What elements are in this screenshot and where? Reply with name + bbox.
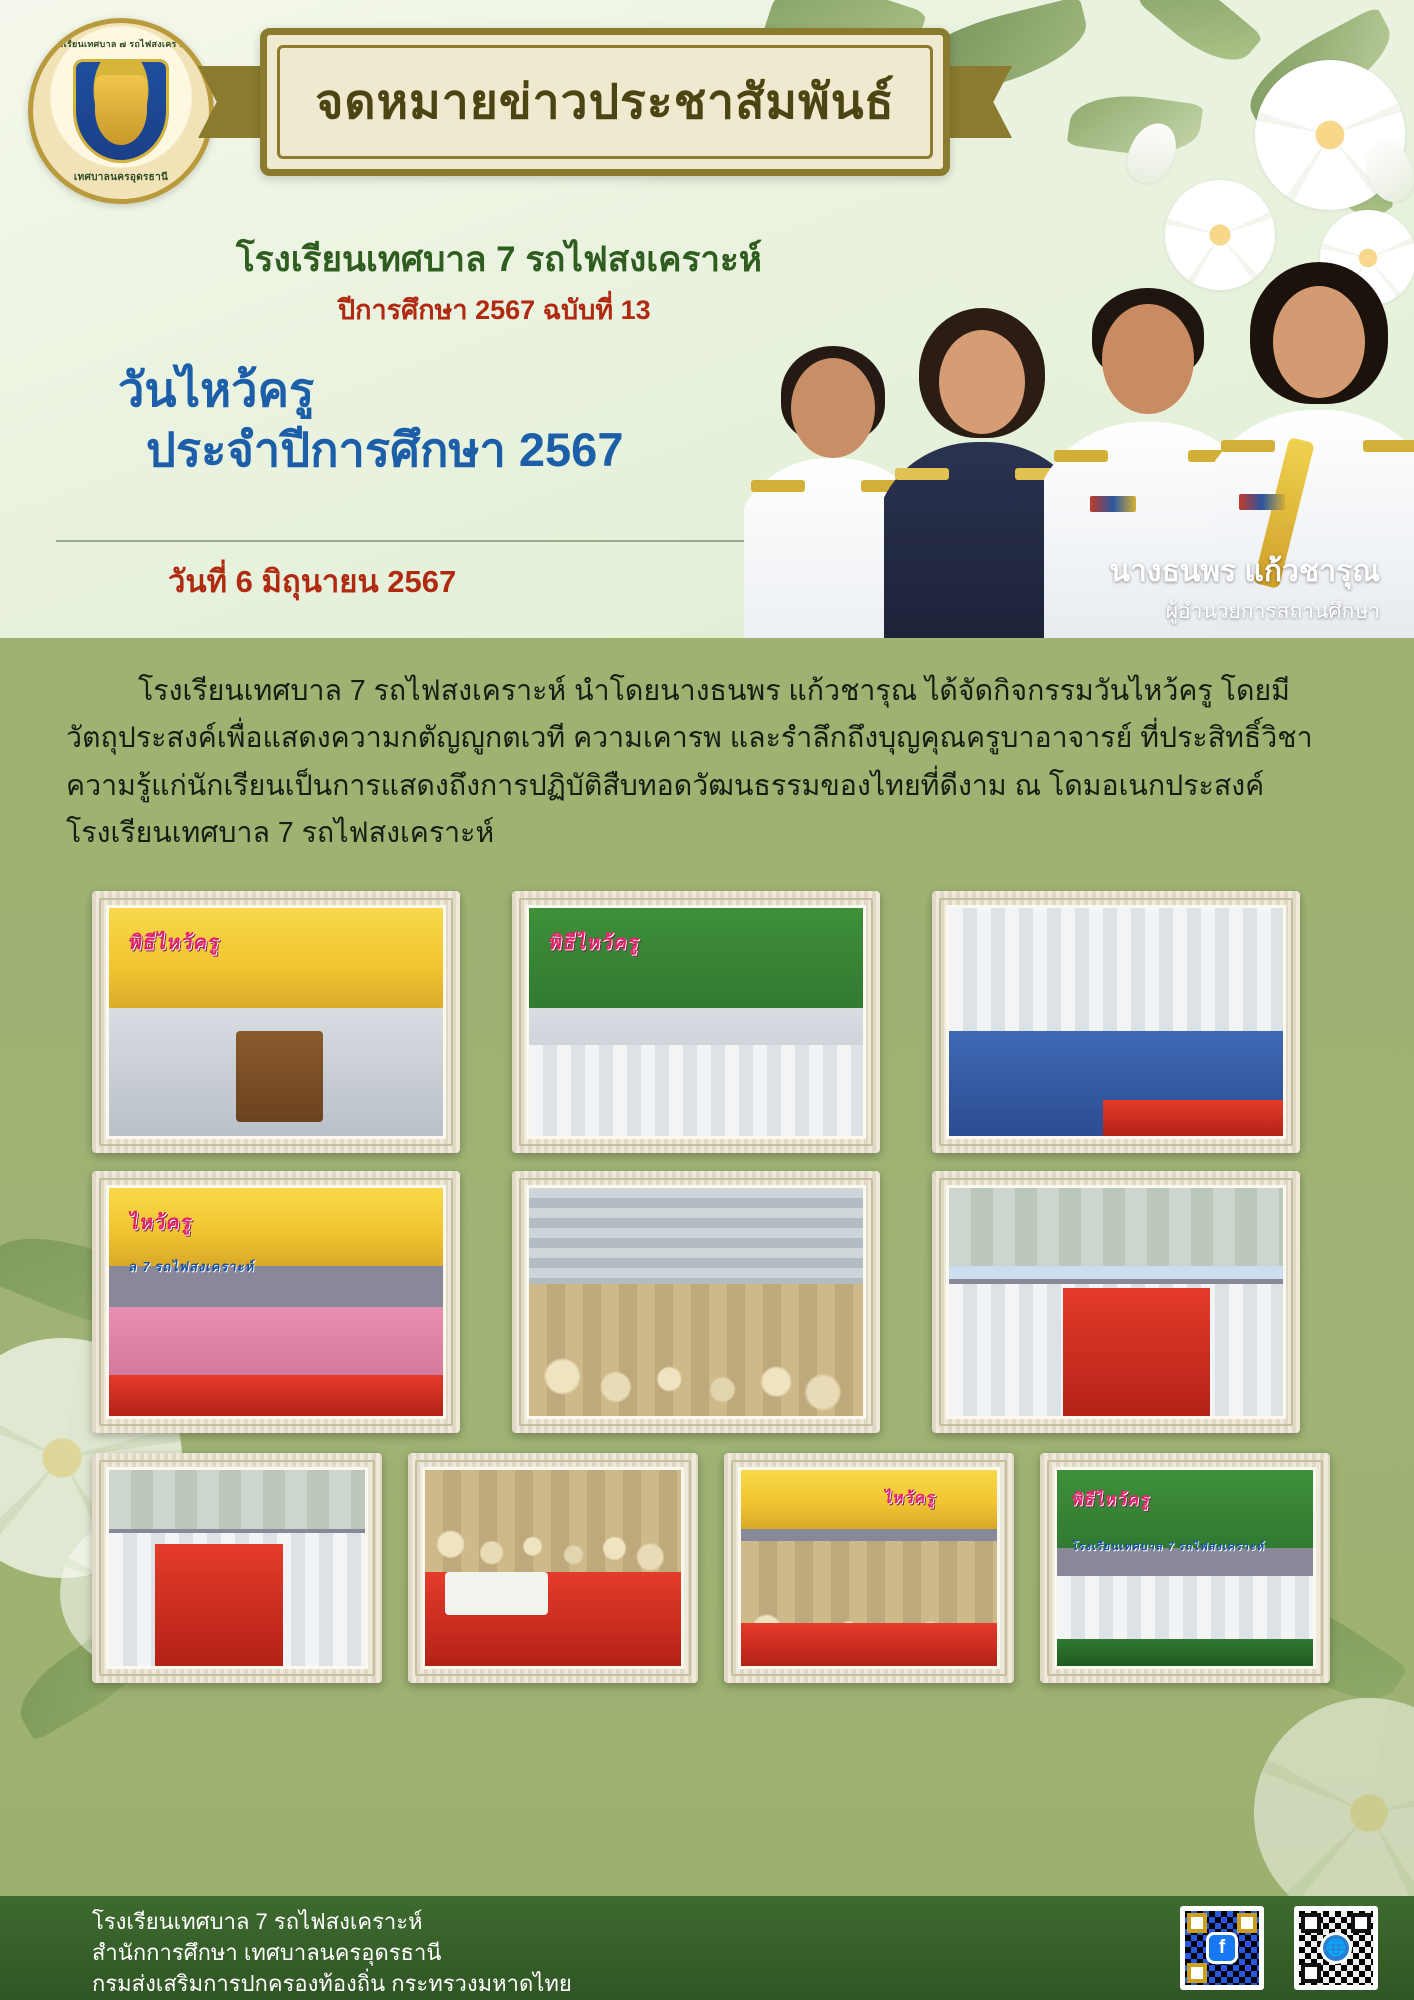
footer-line-3: กรมส่งเสริมการปกครองท้องถิ่น กระทรวงมหาดไทย xyxy=(92,1971,572,1997)
photo-frame[interactable] xyxy=(512,891,880,1153)
photo-teachers-applauding xyxy=(738,1467,1000,1669)
people-row xyxy=(425,1470,681,1576)
photo-red-carpet-procession xyxy=(946,1185,1286,1419)
photo-group-stage-kindergarten xyxy=(1054,1467,1316,1669)
qr-eye-icon xyxy=(1351,1913,1371,1933)
red-carpet xyxy=(1063,1288,1210,1416)
event-title-line2: ประจำปีการศึกษา 2567 xyxy=(146,423,624,477)
photo-frame[interactable] xyxy=(92,1171,460,1433)
qr-code-facebook[interactable] xyxy=(1180,1906,1264,1990)
photo-scene xyxy=(109,1188,443,1416)
director-caption xyxy=(1109,548,1380,628)
banner-text: ไหว้ครู xyxy=(127,1212,195,1235)
head-shape xyxy=(1273,286,1365,398)
issue-line: ปีการศึกษา 2567 ฉบับที่ 13 xyxy=(338,295,651,325)
photo-frame[interactable] xyxy=(92,891,460,1153)
photo-frame[interactable] xyxy=(932,1171,1300,1433)
photo-frame[interactable] xyxy=(1040,1453,1330,1683)
banner-text: พิธีไหว้ครู xyxy=(1071,1489,1153,1509)
photo-scene xyxy=(425,1470,681,1666)
ribbon-body xyxy=(260,28,950,176)
school-logo xyxy=(28,18,214,204)
people-row xyxy=(529,1045,863,1136)
qr-eye-icon xyxy=(1187,1913,1207,1933)
photo-red-carpet-students xyxy=(106,1467,368,1669)
qr-eye-icon xyxy=(1301,1913,1321,1933)
banner-subtext: โรงเรียนเทศบาล 7 รถไฟสงเคราะห์ xyxy=(1071,1540,1267,1553)
banner-text: ไหว้ครู xyxy=(883,1489,938,1507)
body-section xyxy=(0,638,1414,1896)
photo-frame[interactable] xyxy=(932,891,1300,1153)
qr-eye-icon xyxy=(1301,1963,1321,1983)
photo-podium-speech xyxy=(106,905,446,1139)
photo-award-presentation xyxy=(526,905,866,1139)
stage-banner xyxy=(529,908,863,1013)
photo-scene xyxy=(529,908,863,1136)
header-divider xyxy=(56,540,756,542)
table-shape xyxy=(445,1572,547,1615)
qr-code-website[interactable] xyxy=(1294,1906,1378,1990)
stage-skirt xyxy=(1057,1639,1313,1666)
podium-shape xyxy=(236,1031,323,1122)
photo-students-offering-flowers xyxy=(106,1185,446,1419)
banner-text: พิธีไหว้ครู xyxy=(127,932,222,955)
director-role: ผู้อำนวยการสถานศึกษา xyxy=(1165,600,1380,623)
leaf-icon xyxy=(1137,0,1264,78)
facebook-icon: f xyxy=(1209,1935,1235,1961)
footer-section xyxy=(0,1896,1414,2000)
title-ribbon xyxy=(260,28,950,176)
article-body: โรงเรียนเทศบาล 7 รถไฟสงเคราะห์ นำโดยนางธนพร แก้วชารุณ ได้จัดกิจกรรมวันไหว้ครู โดยมีวัตถุประสงค์เพื่อแสดงความกตัญญูกตเวที ความเคารพ และรำลึกถึงบุญคุณครูบาอาจารย์ ที่ประสิทธิ์วิชาความรู้แก่นักเรียนเป็นการแสดงถึงการปฏิบัติสืบทอดวัฒนธรรมของไทยที่ดีงาม ณ โดมอเนกประสงค์ โรงเรียนเทศบาล 7 รถไฟสงเคราะห์ xyxy=(66,675,1313,849)
photo-scene xyxy=(949,1188,1283,1416)
logo-ring-bottom-label: เทศบาลนครอุดรธานี xyxy=(73,172,169,183)
head-shape xyxy=(791,358,875,458)
photo-scene xyxy=(109,908,443,1136)
banner-subtext: ล 7 รถไฟสงเคราะห์ xyxy=(127,1259,257,1275)
building xyxy=(949,1188,1283,1266)
photo-scene xyxy=(109,1470,365,1666)
flower-icon xyxy=(1254,1698,1414,1896)
footer-address xyxy=(92,1906,572,2000)
photo-scene xyxy=(1057,1470,1313,1666)
red-mat xyxy=(1103,1100,1283,1136)
head-shape xyxy=(939,330,1025,434)
footer-line-1: โรงเรียนเทศบาล 7 รถไฟสงเคราะห์ xyxy=(92,1909,423,1934)
epaulet-icon xyxy=(1363,440,1414,452)
director-name: นางธนพร แก้วชารุณ xyxy=(1109,555,1380,588)
building xyxy=(109,1470,365,1529)
epaulet-icon xyxy=(895,468,949,480)
event-date: วันที่ 6 มิถุนายน 2567 xyxy=(168,564,457,599)
photo-scene xyxy=(741,1470,997,1666)
red-carpet xyxy=(155,1544,283,1666)
roof-structure xyxy=(529,1188,863,1284)
stage-banner xyxy=(741,1470,997,1529)
stage-banner xyxy=(109,908,443,1013)
people-crowd xyxy=(529,1284,863,1416)
footer-line-2: สำนักการศึกษา เทศบาลนครอุดรธานี xyxy=(92,1940,442,1966)
red-carpet xyxy=(741,1623,997,1666)
photo-students-seated-blue-mat xyxy=(946,905,1286,1139)
globe-icon: 🌐 xyxy=(1323,1935,1349,1961)
article-text xyxy=(66,668,1366,857)
banner-text: พิธีไหว้ครู xyxy=(547,932,642,955)
photo-scene xyxy=(529,1188,863,1416)
people-row xyxy=(949,908,1283,1049)
header-section xyxy=(0,0,1414,638)
qr-eye-icon xyxy=(1187,1963,1207,1983)
photo-frame[interactable] xyxy=(512,1171,880,1433)
photo-frame[interactable] xyxy=(92,1453,382,1683)
medal-ribbon-icon xyxy=(1239,494,1285,510)
photo-assembly-hall-wide xyxy=(526,1185,866,1419)
newsletter-title: จดหมายข่าวประชาสัมพันธ์ xyxy=(315,76,895,129)
red-mat xyxy=(109,1375,443,1416)
epaulet-icon xyxy=(1054,450,1108,462)
head-shape xyxy=(1102,304,1194,414)
photo-frame[interactable] xyxy=(408,1453,698,1683)
school-name: โรงเรียนเทศบาล 7 รถไฟสงเคราะห์ xyxy=(236,240,762,279)
epaulet-icon xyxy=(1221,440,1275,452)
logo-ring-top-label: โรงเรียนเทศบาล ๗ รถไฟสงเคราะห์ xyxy=(48,39,194,50)
photo-scene xyxy=(949,908,1283,1136)
qr-code-group xyxy=(1180,1906,1378,1990)
photo-teachers-receiving-flowers xyxy=(422,1467,684,1669)
qr-eye-icon xyxy=(1237,1913,1257,1933)
school-emblem-icon xyxy=(73,59,169,163)
epaulet-icon xyxy=(751,480,805,492)
photo-frame[interactable] xyxy=(724,1453,1014,1683)
event-title-line1: วันไหว้ครู xyxy=(118,363,315,416)
medal-ribbon-icon xyxy=(1090,496,1136,512)
